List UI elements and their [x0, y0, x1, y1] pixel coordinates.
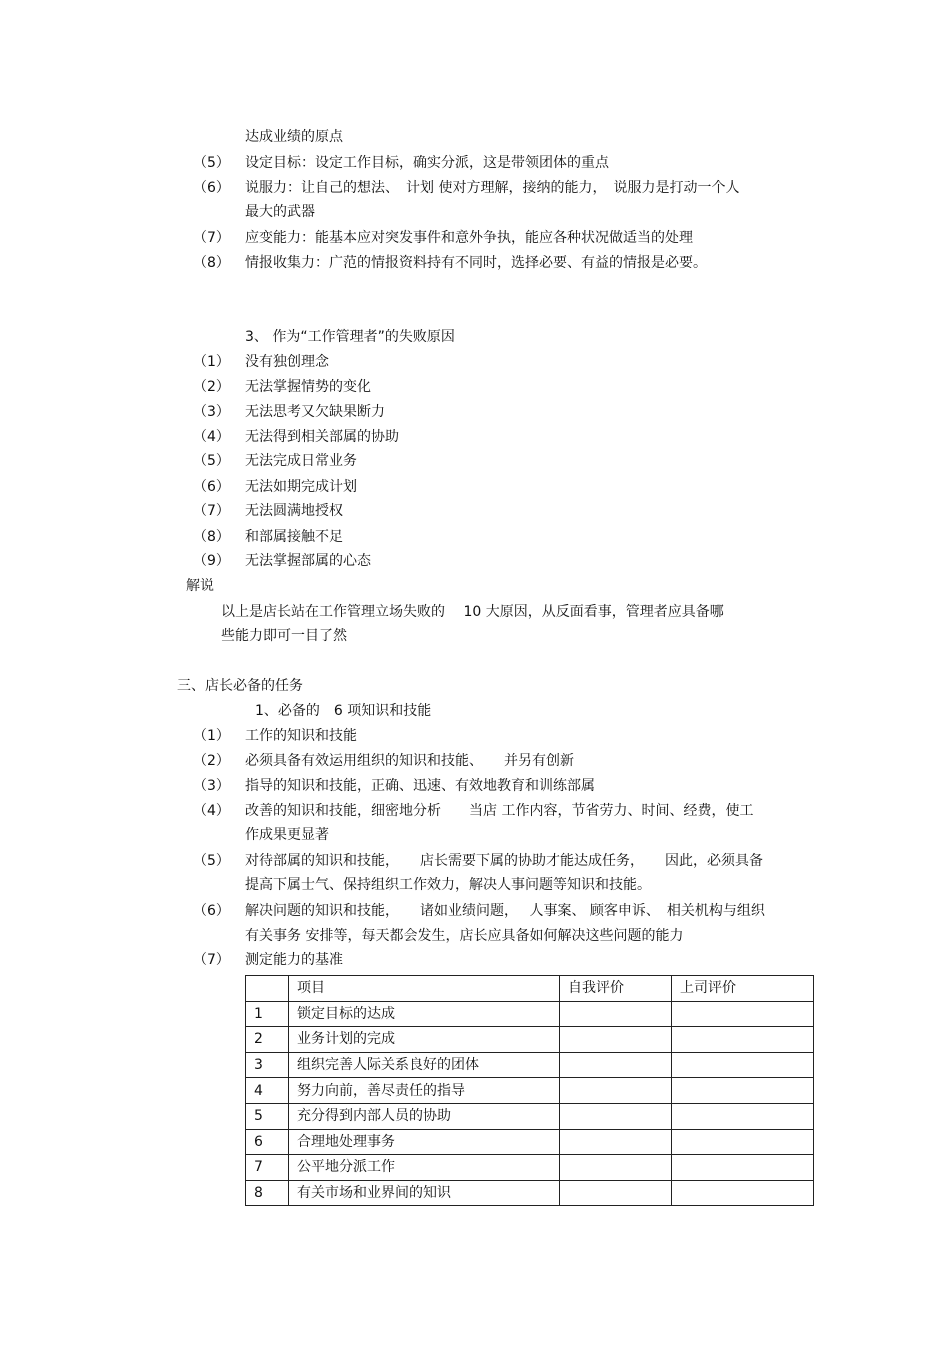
- item-number: （2）: [193, 753, 230, 769]
- explain-label: 解说: [186, 578, 214, 594]
- row-item: 合理地处理事务: [289, 1129, 560, 1155]
- section-heading: 3、 作为“工作管理者”的失败原因: [245, 329, 455, 345]
- table-row: [246, 1052, 814, 1078]
- item-number: （7）: [193, 230, 230, 246]
- item-number: （8）: [193, 255, 230, 271]
- boss-eval-cell: [672, 1027, 814, 1053]
- list-item: 对待部属的知识和技能， 店长需要下属的协助才能达成任务， 因此，必须具备: [245, 853, 763, 869]
- item-number: （6）: [193, 903, 230, 919]
- item-number: （5）: [193, 155, 230, 171]
- list-item: 改善的知识和技能，细密地分析 当店 工作内容，节省劳力、时间、经费，使工: [245, 803, 754, 819]
- self-eval-cell: [560, 1052, 672, 1078]
- list-item-continuation: 有关事务 安排等，每天都会发生，店长应具备如何解决这些问题的能力: [245, 928, 684, 944]
- boss-eval-cell: [672, 1155, 814, 1181]
- list-item: 无法如期完成计划: [245, 479, 357, 495]
- row-item: 业务计划的完成: [289, 1027, 560, 1053]
- list-item: 无法掌握情势的变化: [245, 379, 371, 395]
- self-eval-cell: [560, 1129, 672, 1155]
- table-row: [246, 1129, 814, 1155]
- row-item: 有关市场和业界间的知识: [289, 1180, 560, 1206]
- table-row: [246, 1001, 814, 1027]
- boss-eval-cell: [672, 1052, 814, 1078]
- list-item: 测定能力的基准: [245, 952, 343, 968]
- row-number: 6: [246, 1129, 289, 1155]
- item-number: （7）: [193, 952, 230, 968]
- item-number: （9）: [193, 553, 230, 569]
- item-number: （2）: [193, 379, 230, 395]
- row-number: 4: [246, 1078, 289, 1104]
- list-item: 无法圆满地授权: [245, 503, 343, 519]
- list-item: 说服力：让自己的想法、 计划 使对方理解，接纳的能力， 说服力是打动一个人: [245, 180, 740, 196]
- item-number: （1）: [193, 354, 230, 370]
- self-eval-cell: [560, 1180, 672, 1206]
- list-item: 解决问题的知识和技能， 诸如业绩问题， 人事案、 顾客申诉、 相关机构与组织: [245, 903, 765, 919]
- item-number: （4）: [193, 429, 230, 445]
- list-item: 无法得到相关部属的协助: [245, 429, 399, 445]
- row-item: 努力向前，善尽责任的指导: [289, 1078, 560, 1104]
- row-item: 锁定目标的达成: [289, 1001, 560, 1027]
- text-line: 达成业绩的原点: [245, 129, 343, 145]
- self-eval-cell: [560, 1078, 672, 1104]
- row-item: 充分得到内部人员的协助: [289, 1103, 560, 1129]
- list-item: 无法思考又欠缺果断力: [245, 404, 385, 420]
- boss-eval-cell: [672, 1180, 814, 1206]
- item-number: （7）: [193, 503, 230, 519]
- explain-text: 以上是店长站在工作管理立场失败的 10 大原因，从反面看事，管理者应具备哪: [221, 604, 724, 620]
- row-item: 组织完善人际关系良好的团体: [289, 1052, 560, 1078]
- self-eval-cell: [560, 1001, 672, 1027]
- item-number: （3）: [193, 404, 230, 420]
- item-number: （3）: [193, 778, 230, 794]
- self-eval-cell: [560, 1155, 672, 1181]
- subheading: 1、必备的 6 项知识和技能: [255, 703, 432, 719]
- list-item: 和部属接触不足: [245, 529, 343, 545]
- evaluation-table: [245, 975, 814, 1206]
- item-number: （6）: [193, 180, 230, 196]
- list-item: 设定目标：设定工作目标，确实分派，这是带领团体的重点: [245, 155, 609, 171]
- row-number: 2: [246, 1027, 289, 1053]
- item-number: （5）: [193, 853, 230, 869]
- list-item-continuation: 最大的武器: [245, 204, 315, 220]
- row-number: 3: [246, 1052, 289, 1078]
- table-header-row: [246, 976, 814, 1002]
- self-eval-cell: [560, 1027, 672, 1053]
- row-number: 1: [246, 1001, 289, 1027]
- list-item: 指导的知识和技能，正确、迅速、有效地教育和训练部属: [245, 778, 595, 794]
- list-item: 没有独创理念: [245, 354, 329, 370]
- boss-eval-cell: [672, 1001, 814, 1027]
- item-number: （8）: [193, 529, 230, 545]
- list-item: 应变能力：能基本应对突发事件和意外争执，能应各种状况做适当的处理: [245, 230, 693, 246]
- header-cell: [246, 976, 289, 1002]
- list-item: 工作的知识和技能: [245, 728, 357, 744]
- header-cell: 项目: [289, 976, 560, 1002]
- self-eval-cell: [560, 1103, 672, 1129]
- list-item: 无法完成日常业务: [245, 453, 357, 469]
- list-item: 必须具备有效运用组织的知识和技能、 并另有创新: [245, 753, 574, 769]
- item-number: （4）: [193, 803, 230, 819]
- table-row: [246, 1155, 814, 1181]
- list-item-continuation: 提高下属士气、保持组织工作效力，解决人事问题等知识和技能。: [245, 877, 651, 893]
- table-row: [246, 1078, 814, 1104]
- boss-eval-cell: [672, 1103, 814, 1129]
- explain-text: 些能力即可一目了然: [221, 628, 347, 644]
- table-row: [246, 1180, 814, 1206]
- list-item-continuation: 作成果更显著: [245, 827, 329, 843]
- table-row: [246, 1027, 814, 1053]
- list-item: 情报收集力：广范的情报资料持有不同时，选择必要、有益的情报是必要。: [245, 255, 707, 271]
- row-number: 8: [246, 1180, 289, 1206]
- row-number: 7: [246, 1155, 289, 1181]
- header-cell: 上司评价: [672, 976, 814, 1002]
- row-item: 公平地分派工作: [289, 1155, 560, 1181]
- boss-eval-cell: [672, 1129, 814, 1155]
- header-cell: 自我评价: [560, 976, 672, 1002]
- item-number: （1）: [193, 728, 230, 744]
- table-row: [246, 1103, 814, 1129]
- item-number: （6）: [193, 479, 230, 495]
- item-number: （5）: [193, 453, 230, 469]
- row-number: 5: [246, 1103, 289, 1129]
- boss-eval-cell: [672, 1078, 814, 1104]
- section-heading: 三、店长必备的任务: [177, 678, 303, 694]
- list-item: 无法掌握部属的心态: [245, 553, 371, 569]
